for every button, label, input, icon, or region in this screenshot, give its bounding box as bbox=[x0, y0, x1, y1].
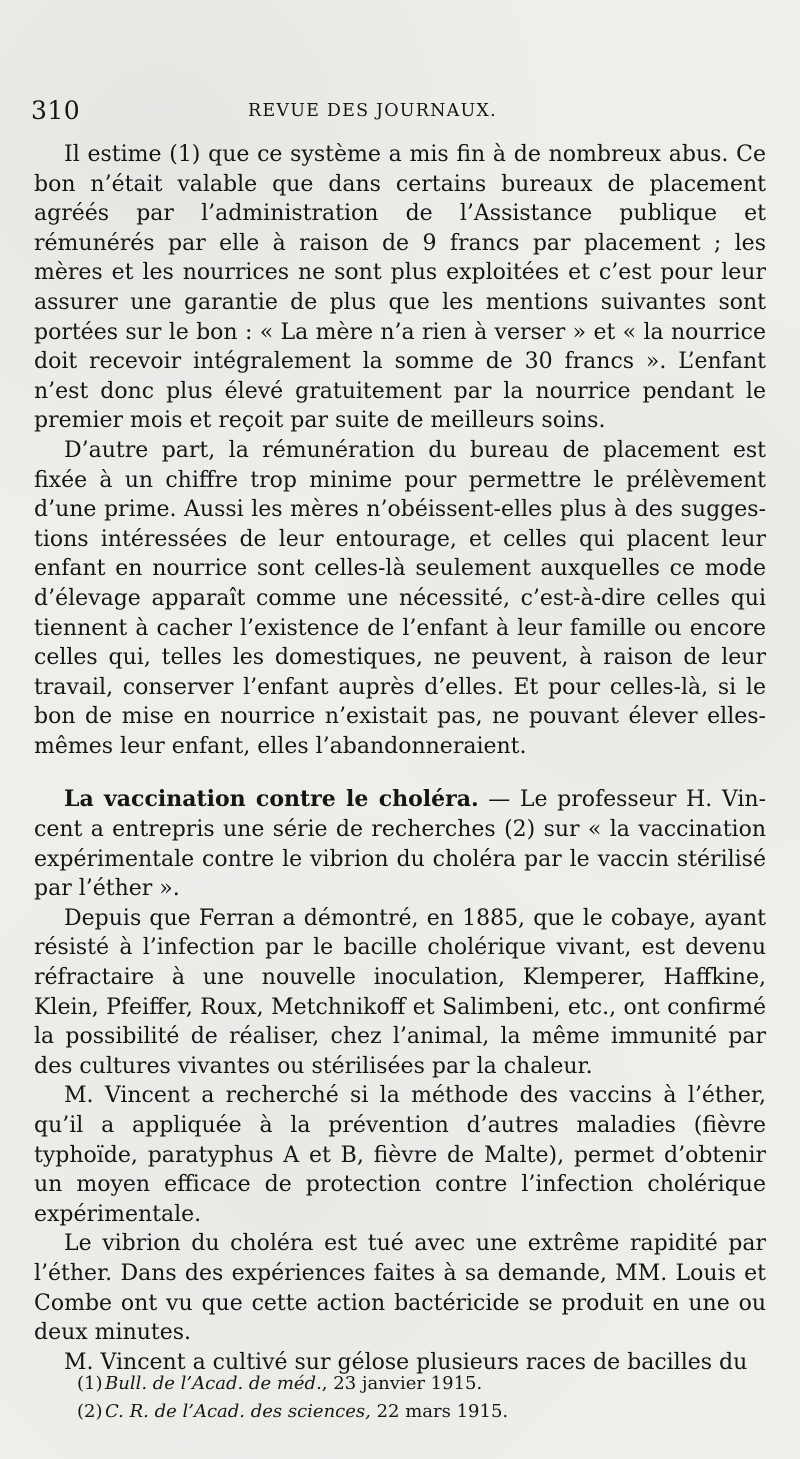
paragraph-bactericidal-action: Le vibrion du choléra est tué avec une extrême rapidité par l’éther. Dans des expériences faites à sa demande, MM. Louis et Combe ont vu que cette action bactéricide se produit en une ou deux minutes. bbox=[34, 1231, 766, 1346]
footnote-1 bbox=[77, 1370, 697, 1398]
footnote-date: 22 mars 1915. bbox=[370, 1401, 509, 1422]
article-body bbox=[34, 140, 766, 1377]
section-opening-paragraph bbox=[34, 785, 766, 903]
journal-title: REVUE DES JOURNAUX. bbox=[248, 101, 497, 121]
paragraph-placement-remuneration: D’autre part, la rémunération du bureau de placement est fixée à un chiffre trop minime pour permettre le prélèvement d’une prime. Aussi les mères n’obéissent-elles plus à des suggestions intéressées de leur entourage, et celles qui placent leur enfant en nourrice sont celles-là seulement auxquelles ce mode d’élevage apparaît comme une nécessité, c’est-à-dire celles qui tiennent à cacher l’existence de l’enfant à leur famille ou encore celles qui, telles les domestiques, ne peuvent, à raison de leur travail, conserver l’enfant auprès d’elles. Et pour celles-là, si le bon de mise en nourrice n’existait pas, ne pouvant élever elles-mêmes leur enfant, elles l’abandonneraient. bbox=[34, 437, 766, 759]
paragraph-ether-vaccines: M. Vincent a recherché si la méthode des vaccins à l’éther, qu’il a appliquée à la prévention d’autres maladies (fièvre typhoïde, paratyphus A et B, fièvre de Malte), permet d’obtenir un moyen efficace de protection contre l’infection cholérique expérimentale. bbox=[34, 1083, 766, 1227]
footnote-date: , 23 janvier 1915. bbox=[321, 1373, 483, 1394]
footnote-2 bbox=[77, 1398, 697, 1426]
footnote-source: C. R. de l’Acad. des sciences, bbox=[105, 1401, 371, 1422]
paragraph-bacilli-culture: M. Vincent a cultivé sur gélose plusieurs races de bacilles du bbox=[64, 1349, 748, 1375]
section-spacer bbox=[34, 761, 766, 785]
footnote-source: Bull. de l’Acad. de méd. bbox=[105, 1373, 322, 1394]
section-intro-text: — Le professeur H. Vincent a entrepris une série de recherches (2) sur « la vaccination expérimentale contre le vibrion du choléra par le vaccin stérilisé par l’éther ». bbox=[34, 787, 767, 902]
paragraph-placement-abuses: Il estime (1) que ce système a mis fin à de nombreux abus. Ce bon n’était valable que dans certains bureaux de placement agréés par l’administration de l’Assistance publique et rémunérés par elle à raison de 9 francs par placement ; les mères et les nourrices ne sont plus exploitées et c’est pour leur assurer une garantie de plus que les mentions suivantes sont portées sur le bon : « La mère n’a rien à verser » et « la nourrice doit recevoir intégralement la somme de 30 francs ». L’enfant n’est donc plus élevé gratuitement par la nourrice pendant le premier mois et reçoit par suite de meilleurs soins. bbox=[34, 142, 766, 434]
footnotes bbox=[77, 1370, 697, 1426]
page-number: 310 bbox=[31, 96, 81, 125]
paragraph-ferran-immunity: Depuis que Ferran a démontré, en 1885, que le cobaye, ayant résisté à l’infection par le bacille cholérique vivant, est devenu réfractaire à une nouvelle inoculation, Klemperer, Haffkine, Klein, Pfeiffer, Roux, Metchnikoff et Salimbeni, etc., ont confirmé la possibilité de réaliser, chez l’animal, la même immunité par des cultures vivantes ou stérilisées par la chaleur. bbox=[34, 905, 766, 1079]
section-heading: La vaccination contre le choléra. bbox=[64, 786, 479, 813]
footnote-number: (1) bbox=[77, 1373, 103, 1394]
running-header bbox=[31, 96, 761, 126]
footnote-number: (2) bbox=[77, 1401, 103, 1422]
